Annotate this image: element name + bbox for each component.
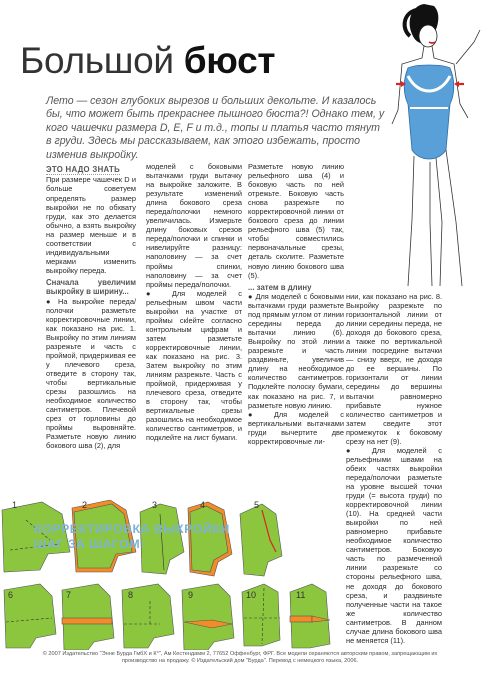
woman-illustration <box>372 0 488 290</box>
figure-number: 5 <box>254 500 260 510</box>
paragraph: ● Для моделей с боковыми вытачками груди разметьте под прямым углом от линии середины переда до вытачки линию (6). Выкройку по этой линии разрежьте и часть раздвиньте, увеличив длину на необходимое количество сантиметров. Подклейте полоску бумаги, как показано на рис. 7, и разметьте новую линию. <box>248 292 344 410</box>
section-heading-length: ... затем в длину <box>248 282 312 292</box>
figure-number: 2 <box>82 500 88 510</box>
lead-paragraph: Лето — сезон глубоких вырезов и больших декольте. И казалось бы, что может быть прекраснее пышного бюста?! Однако тем, у кого чашечки размера D, E, F и т.д., топы и платья часто тянут в груди. Здесь мы рассказываем, как этого избежать, просто изменив выкройку. <box>46 95 385 161</box>
figure-number: 10 <box>246 590 257 600</box>
section-heading-know: ЭТО НАДО ЗНАТЬ <box>46 165 121 174</box>
paragraph: При размере чашечек D и больше советуем определять размер выкройки не по обхвату груди, как это делается обычно, а взять выкройку на размер меньше и в соответствии с индивидуальными мерками изменить выкройку переда. <box>46 175 136 275</box>
steps-heading-line-1: КОРРЕКТИРОВКА ВЫКРОЙКИ <box>34 522 230 536</box>
page-title <box>20 40 275 82</box>
paragraph: ● Для моделей с рельефным швом части выкройки на участке от проймы скleйте согласно контрольным цифрам и затем разметьте корректировочные линии, как показано на рис. 3. Затем выкройку по этим линиям разрежьте. Часть с проймой, придерживая у плечевого среза, отведите в сторону так, чтобы вертикальные срезы разошлись на необходимое количество сантиметров, и подклейте на лист бумаги. <box>146 288 242 443</box>
text-column-2 <box>146 162 242 442</box>
title-bold: бюст <box>183 40 276 81</box>
figure-number: 7 <box>66 590 72 600</box>
figure-number: 1 <box>12 500 18 510</box>
text-column-3 <box>248 162 344 446</box>
figure-number: 8 <box>128 590 134 600</box>
figure-number: 11 <box>296 590 306 600</box>
figure-number: 4 <box>200 500 206 510</box>
figure-number: 9 <box>188 590 194 600</box>
text-column-1 <box>46 162 136 451</box>
paragraph: нии, как показано на рис. 8. Выкройку разрежьте по горизонтальной линии от линии середины переда, не доходя до бокового среза, а также по вертикальной линии посредине вытачки — снизу вверх, не доходя до ее вершины. По горизонтали от линии середины до вершины вытачки равномерно прибавьте нужное количество сантиметров и затем сведите этот промежуток к боковому срезу на нет (9). <box>346 292 442 446</box>
paragraph: ● Для моделей с рельефными швами на обеих частях выкройки переда/полочки разметьте на уровне высшей точки груди (= высота груди) по корректировочной линии (10). На средней части выкройки по ней равномерно прибавьте необходимое количество сантиметров. Боковую часть по размеченной линии разрежьте со стороны рельефного шва, не доходя до бокового среза, и раздвиньте полученные части на такое же количество сантиметров. В данном случае длина бокового шва не меняется (11). <box>346 445 442 645</box>
copyright-footer: © 2007 Издательство "Энне Бурда ГмбХ и К°", Ам Кестендамм 2, 77652 Оффенбург, ФРГ. Все модели охраняются авторским правом, запрещающим их производство на продажу. © Издательский дом "Бурда". Перевод с немецкого языка, 2006. <box>42 651 438 664</box>
section-heading-width: Сначала увеличим выкройку в ширину... <box>46 277 136 297</box>
title-light: Большой <box>20 40 184 81</box>
text-column-4 <box>346 292 442 645</box>
steps-heading-line-2: ШАГ ЗА ШАГОМ: <box>34 537 145 551</box>
paragraph: Разметьте новую линию рельефного шва (4) и боковую часть по ней отрежьте. Боковую часть снова разрежьте по корректировочной линии от бокового среза до линии рельефного шва (5) так, чтобы совместились первоначальные срезы, деталь сколите. Разметьте новую линию бокового шва (5). <box>248 162 344 280</box>
paragraph: ● На выкройке переда/полочки разметьте корректировочные линии, как показано на рис. 1. Выкройку по этим линиям разрежьте и часть с проймой, придерживая ее у плечевого среза, отведите в сторону так, чтобы вертикальные срезы разошлись на необходимое количество сантиметров. Плечевой срез от горловины до проймы выровняйте. Разметьте новую линию бокового шва (2), для <box>46 296 136 451</box>
steps-heading <box>34 522 284 552</box>
paragraph: моделей с боковыми вытачками груди вытачку на выкройке заложите. В результате изменений длина бокового среза переда/полочки немного увеличилась. Измерьте длину боковых срезов переда/полочки и спинки и нивелируйте разницу: наполовину — за счет проймы спинки, наполовину — за счет проймы переда/полочки. <box>146 162 242 289</box>
paragraph: ● Для моделей с вертикальными вытачками груди вычертите две корректировочные ли- <box>248 409 344 446</box>
figure-number: 3 <box>152 500 158 510</box>
figure-number: 6 <box>8 590 14 600</box>
